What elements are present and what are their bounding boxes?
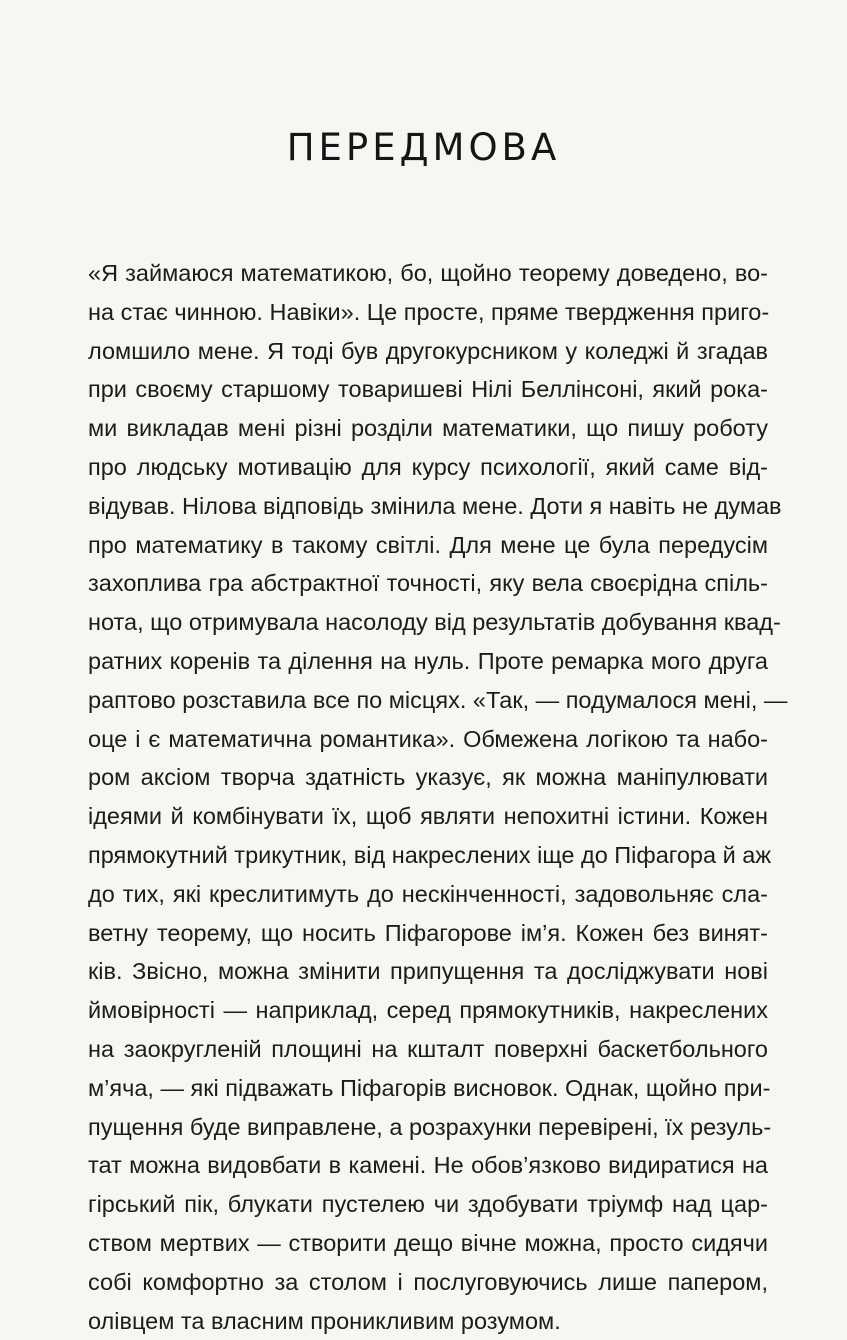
chapter-title: ПЕРЕДМОВА bbox=[286, 126, 561, 169]
text-line: олівцем та власним проникливим розумом. bbox=[88, 1307, 561, 1334]
text-line: ром аксіом творча здатність указує, як можна маніпулювати bbox=[88, 764, 768, 791]
text-line: до тих, які креслитимуть до нескінченності, задовольняє сла- bbox=[88, 880, 768, 907]
text-line: ломшило мене. Я тоді був другокурсником у коледжі й згадав bbox=[88, 337, 768, 364]
text-line: «Я займаюся математикою, бо, щойно теорему доведено, во- bbox=[88, 260, 768, 286]
text-line: ідеями й комбінувати їх, щоб являти непохитні істини. Кожен bbox=[88, 803, 768, 830]
text-line: нота, що отримувала насолоду від результатів добування квад- bbox=[88, 609, 781, 636]
text-line: захоплива гра абстрактної точності, яку вела своєрідна спіль- bbox=[88, 570, 768, 597]
text-line: відував. Нілова відповідь змінила мене. Доти я навіть не думав bbox=[88, 492, 782, 519]
text-line: пущення буде виправлене, а розрахунки перевірені, їх резуль- bbox=[88, 1113, 772, 1140]
text-line: оце і є математична романтика». Обмежена логікою та набо- bbox=[88, 725, 768, 752]
preface-paragraph bbox=[88, 254, 788, 1340]
text-line: на стає чинною. Навіки». Це просте, пряме твердження приго- bbox=[88, 298, 770, 325]
text-line: ми викладав мені різні розділи математики, що пишу роботу bbox=[88, 415, 768, 442]
text-line: на заокругленій площині на кшталт поверхні баскетбольного bbox=[88, 1035, 768, 1062]
text-line: собі комфортно за столом і послуговуючись лише папером, bbox=[88, 1268, 768, 1295]
text-line: тат можна видовбати в камені. Не обов’язково видиратися на bbox=[88, 1152, 768, 1179]
text-line: ветну теорему, що носить Піфагорове ім’я. Кожен без винят- bbox=[88, 919, 768, 946]
text-line: прямокутний трикутник, від накреслених іще до Піфагора й аж bbox=[88, 841, 772, 868]
text-line: ством мертвих — створити дещо вічне можна, просто сидячи bbox=[88, 1229, 768, 1256]
text-line: гірський пік, блукати пустелею чи здобувати тріумф над цар- bbox=[88, 1191, 768, 1218]
text-line: ків. Звісно, можна змінити припущення та досліджувати нові bbox=[88, 958, 768, 985]
text-line: ратних коренів та ділення на нуль. Проте ремарка мого друга bbox=[88, 647, 768, 674]
text-line: про математику в такому світлі. Для мене це була передусім bbox=[88, 531, 768, 558]
text-line: раптово розставила все по місцях. «Так, — подумалося мені, — bbox=[88, 686, 788, 713]
text-line: при своєму старшому товаришеві Нілі Беллінсоні, який рока- bbox=[88, 376, 768, 403]
text-line: про людську мотивацію для курсу психології, який саме від- bbox=[88, 453, 768, 480]
text-line: ймовірності — наприклад, серед прямокутників, накреслених bbox=[88, 997, 768, 1024]
text-line: м’яча, — які підважать Піфагорів висновок. Однак, щойно при- bbox=[88, 1074, 771, 1101]
